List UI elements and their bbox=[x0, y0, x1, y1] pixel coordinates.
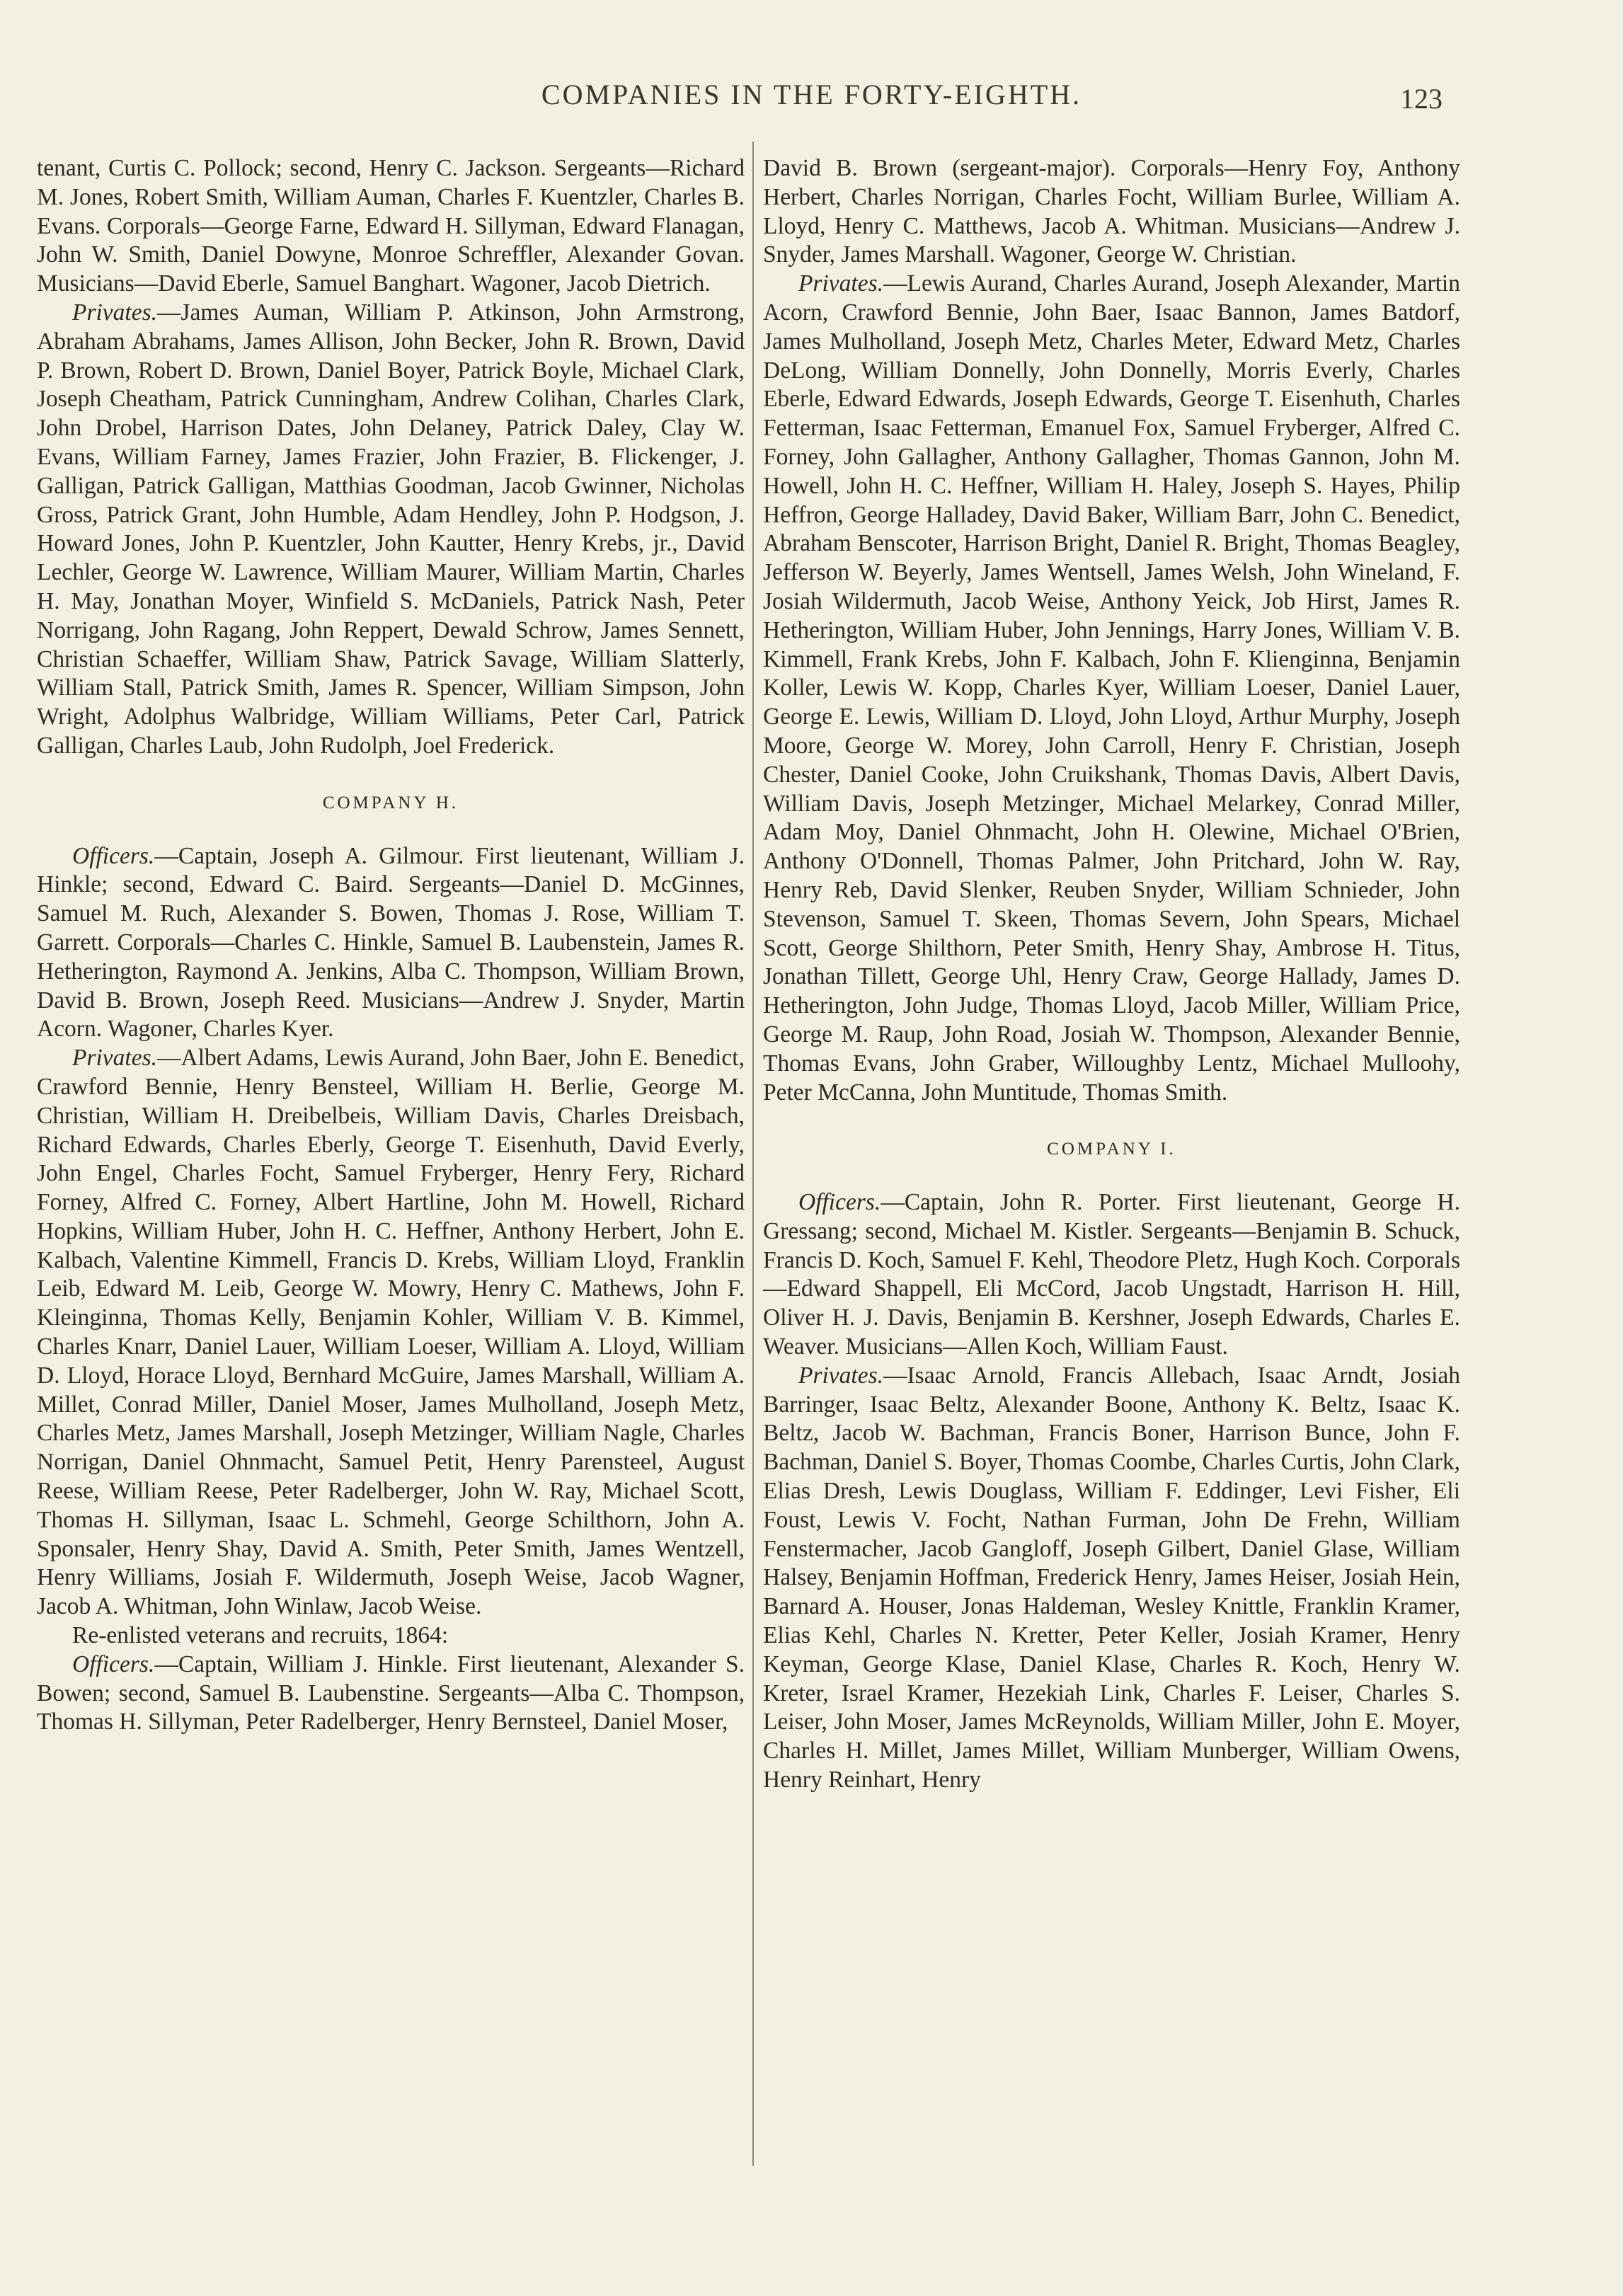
left-column bbox=[37, 154, 745, 1737]
company-i-heading: COMPANY I. bbox=[1047, 1140, 1176, 1159]
privates-label: Privates. bbox=[72, 299, 158, 326]
company-h-officers-text: —Captain, Joseph A. Gilmour. First lieutenant, William J. Hinkle; second, Edward C. Baird. Sergeants—Daniel D. McGinnes, Samuel M. Ruch, Alexander S. Bowen, Thomas J. Rose, William T. Garrett. Corporals—Charles C. Hinkle, Samuel B. Laubenstein, James R. Hetherington, Raymond A. Jenkins, Alba C. Thompson, William Brown, David B. Brown, Joseph Reed. Musicians—Andrew J. Snyder, Martin Acorn. Wagoner, Charles Kyer. bbox=[37, 842, 745, 1043]
reenlisted-officers-text: —Captain, William J. Hinkle. First lieutenant, Alexander S. Bowen; second, Samuel B. Laubenstine. Sergeants—Alba C. Thompson, Thomas H. Sillyman, Peter Radelberger, Henry Bernsteel, Daniel Moser, bbox=[37, 1651, 745, 1735]
page-number: 123 bbox=[1400, 83, 1443, 115]
company-i-privates-text: —Isaac Arnold, Francis Allebach, Isaac Arndt, Josiah Barringer, Isaac Beltz, Alexander Boone, Anthony K. Beltz, Isaac K. Beltz, Jacob W. Bachman, Francis Boner, Harrison Bunce, John F. Bachman, Daniel S. Boyer, Thomas Coombe, Charles Curtis, John Clark, Elias Dresh, Lewis Douglass, William F. Eddinger, Levi Fisher, Eli Foust, Lewis V. Focht, Nathan Furman, John De Frehn, William Fenstermacher, Jacob Gangloff, Joseph Gilbert, Daniel Glase, William Halsey, Benjamin Hoffman, Frederick Henry, James Heiser, Josiah Hein, Barnard A. Houser, Jonas Haldeman, Wesley Knittle, Franklin Kramer, Elias Kehl, Charles N. Kretter, Peter Keller, Josiah Kramer, Henry Keyman, George Klase, Daniel Klase, Charles R. Koch, Henry W. Kreter, Israel Kramer, Hezekiah Link, Charles F. Leiser, Charles S. Leiser, John Moser, James McReynolds, William Miller, John E. Moyer, Charles H. Millet, James Millet, William Munberger, William Owens, Henry Reinhart, Henry bbox=[763, 1362, 1460, 1793]
privates-label: Privates. bbox=[798, 1362, 884, 1389]
running-head: COMPANIES IN THE FORTY-EIGHTH. bbox=[541, 79, 1082, 110]
reenlisted-officers-continued: David B. Brown (sergeant-major). Corporals—Henry Foy, Anthony Herbert, Charles Norrigan, Charles Focht, William Burlee, William A. Lloyd, Henry C. Matthews, Jacob A. Whitman. Musicians—Andrew J. Snyder, James Marshall. Wagoner, George W. Christian. bbox=[763, 155, 1460, 268]
company-i-officers bbox=[763, 1188, 1460, 1362]
reenlisted-note: Re-enlisted veterans and recruits, 1864: bbox=[72, 1622, 449, 1649]
company-h-privates-text: —Albert Adams, Lewis Aurand, John Baer, John E. Benedict, Crawford Bennie, Henry Bensteel, William H. Berlie, George M. Christian, William H. Dreibelbeis, William Davis, Charles Dreisbach, Richard Edwards, Charles Eberly, George T. Eisenhuth, David Everly, John Engel, Charles Focht, Samuel Fryberger, Henry Fery, Richard Forney, Alfred C. Forney, Albert Hartline, John M. Howell, Richard Hopkins, William Huber, John H. C. Heffner, Anthony Herbert, John E. Kalbach, Valentine Kimmell, Francis D. Krebs, William Lloyd, Franklin Leib, Edward M. Leib, George W. Mowry, Henry C. Mathews, John F. Kleinginna, Thomas Kelly, Benjamin Kohler, William V. B. Kimmel, Charles Knarr, Daniel Lauer, William Loeser, William A. Lloyd, William D. Lloyd, Horace Lloyd, Bernhard McGuire, James Marshall, William A. Millet, Conrad Miller, Daniel Moser, James Mulholland, Joseph Metz, Charles Metz, James Marshall, Joseph Metzinger, William Nagle, Charles Norrigan, Daniel Ohnmacht, Samuel Petit, Henry Parensteel, August Reese, William Reese, Peter Radelberger, John W. Ray, Michael Scott, Thomas H. Sillyman, Isaac L. Schmehl, George Schilthorn, John A. Sponsaler, Henry Shay, David A. Smith, Peter Smith, James Wentzell, Henry Williams, Josiah F. Wildermuth, Joseph Weise, Jacob Wagner, Jacob A. Whitman, John Winlaw, Jacob Weise. bbox=[37, 1045, 745, 1620]
privates-label: Privates. bbox=[72, 1045, 158, 1072]
company-g-privates bbox=[37, 299, 745, 761]
reenlisted-officers bbox=[37, 1651, 745, 1737]
company-h-officers bbox=[37, 842, 745, 1045]
officers-label: Officers. bbox=[72, 1651, 155, 1677]
company-g-officers-continued: tenant, Curtis C. Pollock; second, Henry C. Jackson. Sergeants—Richard M. Jones, Robert Smith, William Auman, Charles F. Kuentzler, Charles B. Evans. Corporals—George Farne, Edward H. Sillyman, Edward Flanagan, John W. Smith, Daniel Dowyne, Monroe Schreffler, Alexander Govan. Musicians—David Eberle, Samuel Banghart. Wagoner, Jacob Dietrich. bbox=[37, 155, 745, 297]
column-divider bbox=[752, 142, 754, 2166]
company-i-privates bbox=[763, 1362, 1460, 1795]
privates-label: Privates. bbox=[798, 270, 884, 297]
company-h-privates bbox=[37, 1044, 745, 1621]
right-column bbox=[763, 154, 1460, 1795]
officers-label: Officers. bbox=[798, 1189, 881, 1216]
reenlisted-privates-text: —Lewis Aurand, Charles Aurand, Joseph Alexander, Martin Acorn, Crawford Bennie, John Baer, Isaac Bannon, James Batdorf, James Mulholland, Joseph Metz, Charles Meter, Edward Metz, Charles DeLong, William Donnelly, John Donnelly, Morris Everly, Charles Eberle, Edward Edwards, Joseph Edwards, George T. Eisenhuth, Charles Fetterman, Isaac Fetterman, Emanuel Fox, Samuel Fryberger, Alfred C. Forney, John Gallagher, Anthony Gallagher, Thomas Gannon, John M. Howell, John H. C. Heffner, William H. Haley, Joseph S. Hayes, Philip Heffron, George Halladey, David Baker, William Barr, John C. Benedict, Abraham Benscoter, Harrison Bright, Daniel R. Bright, Thomas Beagley, Jefferson W. Beyerly, James Wentsell, James Welsh, John Wineland, F. Josiah Wildermuth, Jacob Weise, Anthony Yeick, Job Hirst, James R. Hetherington, William Huber, John Jennings, Harry Jones, William V. B. Kimmell, Frank Krebs, John F. Kalbach, John F. Klienginna, Benjamin Koller, Lewis W. Kopp, Charles Kyer, William Loeser, Daniel Lauer, George E. Lewis, William D. Lloyd, John Lloyd, Arthur Murphy, Joseph Moore, George W. Morey, John Carroll, Henry F. Christian, Joseph Chester, Daniel Cooke, John Cruikshank, Thomas Davis, Albert Davis, William Davis, Joseph Metzinger, Michael Melarkey, Conrad Miller, Adam Moy, Daniel Ohnmacht, John H. Olewine, Michael O'Brien, Anthony O'Donnell, Thomas Palmer, John Pritchard, John W. Ray, Henry Reb, David Slenker, Reuben Snyder, William Schnieder, John Stevenson, Samuel T. Skeen, Thomas Severn, John Spears, Michael Scott, George Shilthorn, Peter Smith, Henry Shay, Ambrose H. Titus, Jonathan Tillett, George Uhl, Henry Craw, George Hallady, James D. Hetherington, John Judge, Thomas Lloyd, Jacob Miller, William Price, George M. Raup, John Road, Josiah W. Thompson, Alexander Bennie, Thomas Evans, John Graber, Willoughby Lentz, Michael Mulloohy, Peter McCanna, John Muntitude, Thomas Smith. bbox=[763, 270, 1460, 1106]
officers-label: Officers. bbox=[72, 842, 155, 869]
reenlisted-privates bbox=[763, 270, 1460, 1107]
company-h-heading: COMPANY H. bbox=[322, 793, 459, 813]
company-i-officers-text: —Captain, John R. Porter. First lieutenant, George H. Gressang; second, Michael M. Kistler. Sergeants—Benjamin B. Schuck, Francis D. Koch, Samuel F. Kehl, Theodore Pletz, Hugh Koch. Corporals—Edward Shappell, Eli McCord, Jacob Ungstadt, Harrison H. Hill, Oliver H. J. Davis, Benjamin B. Kershner, Joseph Edwards, Charles E. Weaver. Musicians—Allen Koch, William Faust. bbox=[763, 1189, 1460, 1360]
company-g-privates-text: —James Auman, William P. Atkinson, John Armstrong, Abraham Abrahams, James Allison, John Becker, John R. Brown, David P. Brown, Robert D. Brown, Daniel Boyer, Patrick Boyle, Michael Clark, Joseph Cheatham, Patrick Cunningham, Andrew Colihan, Charles Clark, John Drobel, Harrison Dates, John Delaney, Patrick Daley, Clay W. Evans, William Farney, James Frazier, John Frazier, B. Flickenger, J. Galligan, Patrick Galligan, Matthias Goodman, Jacob Gwinner, Nicholas Gross, Patrick Grant, John Humble, Adam Hendley, John P. Hodgson, J. Howard Jones, John P. Kuentzler, John Kautter, Henry Krebs, jr., David Lechler, George W. Lawrence, William Maurer, William Martin, Charles H. May, Jonathan Moyer, Winfield S. McDaniels, Patrick Nash, Peter Norrigang, John Ragang, John Reppert, Dewald Schrow, James Sennett, Christian Schaeffer, William Shaw, Patrick Savage, William Slatterly, William Stall, Patrick Smith, James R. Spencer, William Simpson, John Wright, Adolphus Walbridge, William Williams, Peter Carl, Patrick Galligan, Charles Laub, John Rudolph, Joel Frederick. bbox=[37, 299, 745, 759]
